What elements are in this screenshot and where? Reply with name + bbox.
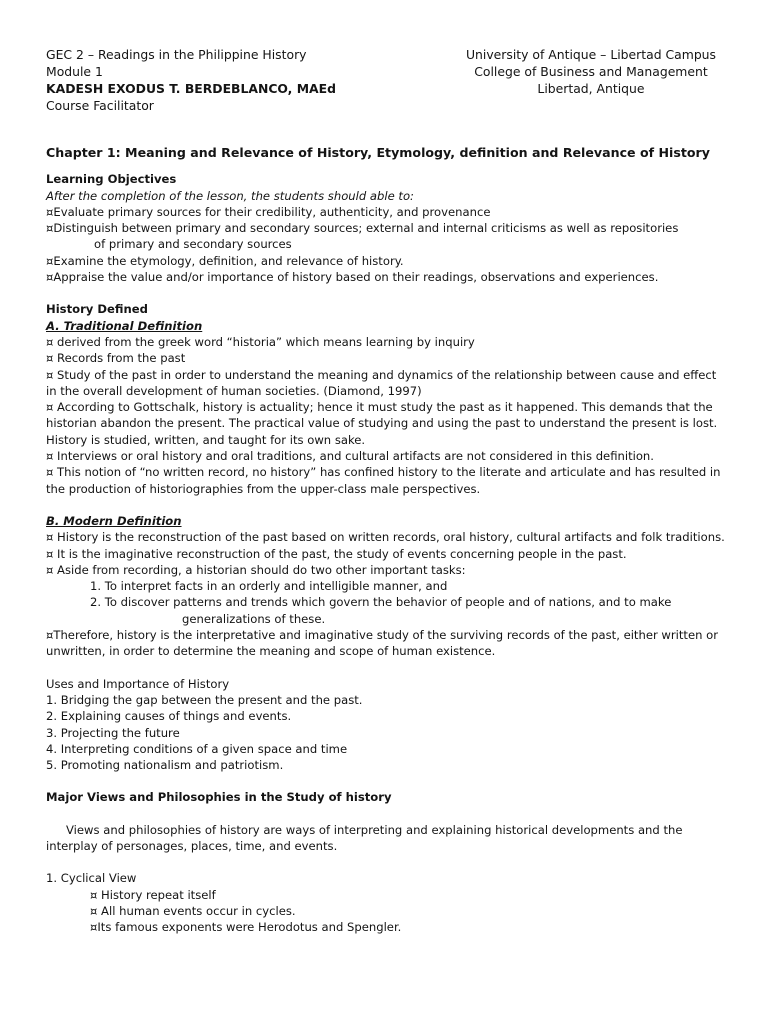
objective-item: ¤Examine the etymology, definition, and relevance of history. <box>46 253 404 268</box>
college-name: College of Business and Management <box>474 64 708 79</box>
cyclical-item: ¤ All human events occur in cycles. <box>90 903 296 918</box>
chapter-title: Chapter 1: Meaning and Relevance of History, Etymology, definition and Relevance of History <box>46 145 710 160</box>
modern-definition-title: B. Modern Definition <box>46 513 182 528</box>
traditional-item: ¤ Records from the past <box>46 351 186 366</box>
modern-item: ¤ Aside from recording, a historian should do two other important tasks: <box>46 562 466 577</box>
modern-conclusion: ¤Therefore, history is the interpretative and imaginative study of the surviving records of the past, either written or unwritten, in order to determine the meaning and scope of human existence. <box>46 628 719 659</box>
facilitator-name: KADESH EXODUS T. BERDEBLANCO, MAEd <box>46 81 336 96</box>
facilitator-role: Course Facilitator <box>46 98 154 113</box>
campus-location: Libertad, Antique <box>537 81 645 96</box>
header-left <box>46 46 336 114</box>
traditional-item: ¤ This notion of “no written record, no history” has confined history to the literate and articulate and has resulted in the production of historiographies from the upper-class male perspectives. <box>46 465 721 496</box>
traditional-item: ¤ According to Gottschalk, history is actuality; hence it must study the past as it happened. This demands that the historian abandon the present. The practical value of studying and using the past to understand the present is lost. History is studied, written, and taught for its own sake. <box>46 400 718 447</box>
modern-item: ¤ History is the reconstruction of the past based on written records, oral history, cultural artifacts and folk traditions. <box>46 530 725 545</box>
historian-task: 2. To discover patterns and trends which govern the behavior of people and of nations, and to make <box>90 595 672 610</box>
objective-item: ¤Appraise the value and/or importance of history based on their readings, observations and experiences. <box>46 270 659 285</box>
cyclical-view-title: 1. Cyclical View <box>46 871 137 886</box>
use-item: 2. Explaining causes of things and events. <box>46 709 292 724</box>
document-body <box>46 145 726 935</box>
historian-task: 1. To interpret facts in an orderly and intelligible manner, and <box>90 579 448 594</box>
use-item: 5. Promoting nationalism and patriotism. <box>46 758 284 773</box>
uses-heading: Uses and Importance of History <box>46 676 230 691</box>
modern-item: ¤ It is the imaginative reconstruction of the past, the study of events concerning people in the past. <box>46 546 627 561</box>
use-item: 1. Bridging the gap between the present and the past. <box>46 692 363 707</box>
traditional-definition-title: A. Traditional Definition <box>46 318 203 333</box>
traditional-item: ¤ derived from the greek word “historia” which means learning by inquiry <box>46 334 475 349</box>
page-header <box>46 46 722 116</box>
header-right <box>466 46 716 97</box>
objectives-heading: Learning Objectives <box>46 172 177 187</box>
views-paragraph: Views and philosophies of history are ways of interpreting and explaining historical developments and the interplay of personages, places, time, and events. <box>46 822 683 853</box>
objective-item: ¤Distinguish between primary and secondary sources; external and internal criticisms as well as repositories <box>46 221 679 236</box>
views-heading: Major Views and Philosophies in the Study of history <box>46 790 392 805</box>
use-item: 3. Projecting the future <box>46 725 180 740</box>
module-label: Module 1 <box>46 64 103 79</box>
objective-item-continued: of primary and secondary sources <box>94 237 292 252</box>
university-name: University of Antique – Libertad Campus <box>465 47 716 62</box>
objective-item: ¤Evaluate primary sources for their credibility, authenticity, and provenance <box>46 204 491 219</box>
traditional-item: ¤ Interviews or oral history and oral traditions, and cultural artifacts are not considered in this definition. <box>46 449 654 464</box>
course-title: GEC 2 – Readings in the Philippine History <box>46 47 307 62</box>
objectives-intro: After the completion of the lesson, the students should able to: <box>46 188 414 203</box>
cyclical-item: ¤ History repeat itself <box>90 887 216 902</box>
history-defined-heading: History Defined <box>46 302 148 317</box>
historian-task-continued: generalizations of these. <box>182 611 326 626</box>
use-item: 4. Interpreting conditions of a given space and time <box>46 741 348 756</box>
cyclical-item: ¤Its famous exponents were Herodotus and Spengler. <box>90 920 402 935</box>
traditional-item: ¤ Study of the past in order to understand the meaning and dynamics of the relationship between cause and effect in the overall development of human societies. (Diamond, 1997) <box>46 367 717 398</box>
